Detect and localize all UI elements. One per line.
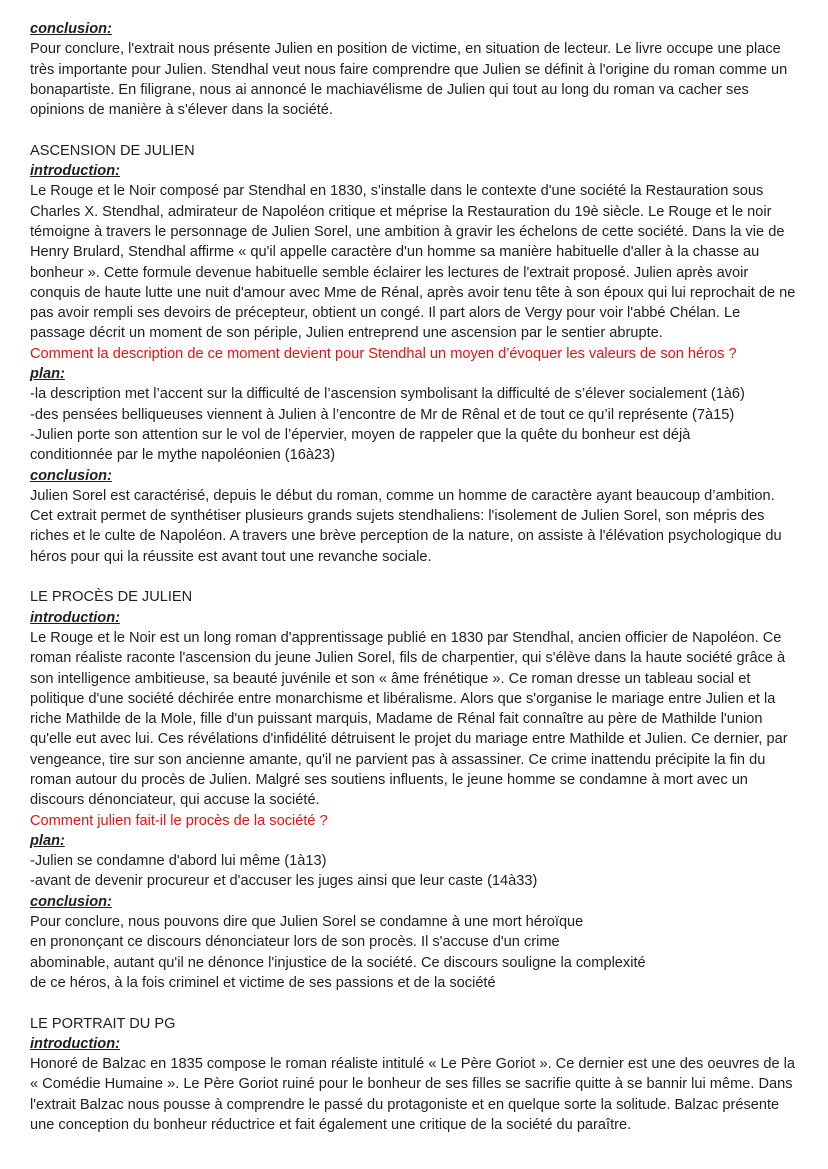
paragraph-line: en prononçant ce discours dénonciateur lors de son procès. Il s'accuse d'un crime <box>30 934 560 951</box>
section-label: plan: <box>30 366 65 383</box>
section-label: conclusion: <box>30 467 112 484</box>
paragraph: Pour conclure, l'extrait nous présente Julien en position de victime, en situation de lecteur. Le livre occupe une place très importante pour Julien. Stendhal veut nous faire comprendre que Julien se définit à l'origine du roman comme un bonapartiste. En filigrane, nous ai annoncé le machiavélisme de Julien qui tout au long du roman va cacher ses opinions de manière à s'élever dans la société. <box>30 41 788 119</box>
section-label: introduction: <box>30 1035 120 1052</box>
plan-item: -Julien porte son attention sur le vol de l’épervier, moyen de rappeler que la quête du bonheur est déjà conditionnée par le mythe napoléonien (16à23) <box>30 426 691 464</box>
paragraph: Le Rouge et le Noir est un long roman d'apprentissage publié en 1830 par Stendhal, ancien officier de Napoléon. Ce roman réaliste raconte l'ascension du jeune Julien Sorel, fils de charpentier, qui s'élève dans la haute société grâce à son intelligence ambitieuse, sa beauté juvénile et son « âme frénétique ». Ce roman dresse un tableau social et politique d'une société déchirée entre monarchisme et libéralisme. Alors que s'organise le mariage entre Julien et la riche Mathilde de la Mole, fille d'un puissant marquis, Madame de Rénal fait connaître au père de Mathilde l'union qu'elle eut avec lui. Ces révélations d'infidélité détruisent le projet du mariage entre Mathilde et Julien. Ce dernier, par vengeance, tire sur son ancienne amante, qu'il ne parvient pas à assassiner. Ce crime inattendu précipite la fin du roman autour du procès de Julien. Malgré ses soutiens influents, le jeune homme se condamne à mort avec un discours dénonciateur, qui accuse la société. <box>30 629 788 809</box>
section-title: LE PORTRAIT DU PG <box>30 1015 176 1032</box>
plan-item: -des pensées belliqueuses viennent à Julien à l’encontre de Mr de Rênal et de tout ce qu’il représente (7à15) <box>30 406 735 423</box>
section-label: conclusion: <box>30 21 112 37</box>
plan-item: -avant de devenir procureur et d'accuser les juges ainsi que leur caste (14à33) <box>30 873 538 890</box>
section-label: plan: <box>30 832 65 849</box>
problematic-question: Comment la description de ce moment devient pour Stendhal un moyen d’évoquer les valeurs de son héros ? <box>30 345 737 362</box>
section-title: LE PROCÈS DE JULIEN <box>30 589 193 606</box>
section-label: introduction: <box>30 163 120 180</box>
paragraph-line: de ce héros, à la fois criminel et victime de ses passions et de la société <box>30 974 496 991</box>
plan-item: -Julien se condamne d'abord lui même (1à13) <box>30 853 327 870</box>
paragraph-line: abominable, autant qu'il ne dénonce l'injustice de la société. Ce discours souligne la complexité <box>30 954 646 971</box>
paragraph: Le Rouge et le Noir composé par Stendhal en 1830, s'installe dans le contexte d'une société la Restauration sous Charles X. Stendhal, admirateur de Napoléon critique et méprise la Restauration du 19è siècle. Le Rouge et le noir témoigne à travers le personnage de Julien Sorel, une ambition à gravir les échelons de cette société. Dans la vie de Henry Brulard, Stendhal affirme « qu'il appelle caractère d'un homme sa manière habituelle d'aller à la chasse au bonheur ». Cette formule devenue habituelle semble éclairer les lectures de l'extrait proposé. Julien après avoir conquis de haute lutte une nuit d'amour avec Mme de Rénal, après avoir tenu tête à son époux qui lui reprochait de ne pas avoir rempli ses devoirs de précepteur, obtient un congé. Il part alors de Vergy pour voir l'abbé Chélan. Le passage décrit un moment de son périple, Julien entreprend une ascension par le sentier abrupte. <box>30 183 796 342</box>
section-title: ASCENSION DE JULIEN <box>30 142 195 159</box>
problematic-question: Comment julien fait-il le procès de la société ? <box>30 812 328 829</box>
paragraph: Honoré de Balzac en 1835 compose le roman réaliste intitulé « Le Père Goriot ». Ce dernier est une des oeuvres de la « Comédie Humaine ». Le Père Goriot ruiné pour le bonheur de ses filles se sacrifie quitte à se bannir lui même. Dans l'extrait Balzac nous pousse à comprendre le passé du protagoniste et en quelque sorte la solitude. Balzac présente une conception du bonheur réductrice et fait également une critique de la société du paraître. <box>30 1056 795 1134</box>
paragraph-line: Pour conclure, nous pouvons dire que Julien Sorel se condamne à une mort héroïque <box>30 914 584 931</box>
section-label: introduction: <box>30 609 120 626</box>
paragraph: Julien Sorel est caractérisé, depuis le début du roman, comme un homme de caractère ayant beaucoup d’ambition. Cet extrait permet de synthétiser plusieurs grands sujets stendhaliens: l'isolement de Julien Sorel, son mépris des riches et le culte de Napoléon. A travers une brève perception de la nature, on assiste à l'élévation psychologique du héros pour qui la réussite est avant tout une revanche sociale. <box>30 487 782 565</box>
plan-item: -la description met l’accent sur la difficulté de l’ascension symbolisant la difficulté de s’élever socialement (1à6) <box>30 386 745 403</box>
section-label: conclusion: <box>30 893 112 910</box>
